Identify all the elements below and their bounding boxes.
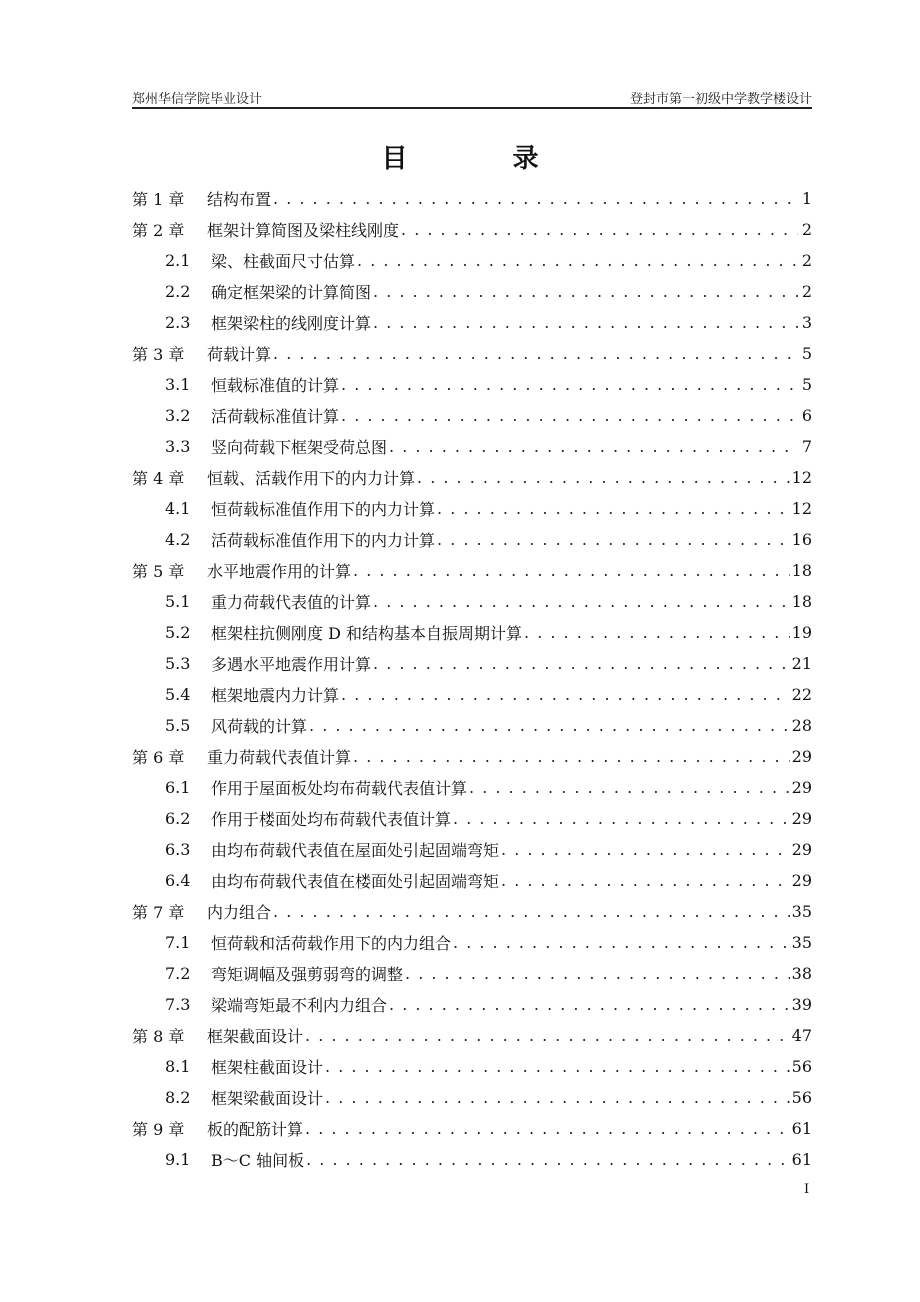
toc-entry-title: 框架计算简图及梁柱线刚度 — [207, 221, 400, 240]
page-number: I — [804, 1182, 810, 1197]
toc-dot-leader — [341, 406, 798, 425]
toc-entry-page: 29 — [791, 840, 812, 859]
toc-dot-leader — [389, 437, 798, 456]
toc-entry-title: 恒荷载和活荷载作用下的内力组合 — [211, 934, 452, 953]
toc-entry-number: 5.4 — [165, 685, 191, 704]
header-left-text: 郑州华信学院毕业设计 — [132, 92, 263, 107]
toc-entry-page: 12 — [791, 499, 812, 518]
toc-dot-leader — [373, 313, 798, 332]
toc-entry[interactable] — [132, 307, 812, 338]
toc-entry-number: 第 8 章 — [132, 1027, 185, 1046]
toc-dot-leader — [341, 375, 798, 394]
toc-entry-number: 第 9 章 — [132, 1120, 185, 1139]
toc-entry-page: 29 — [791, 778, 812, 797]
toc-entry[interactable] — [132, 772, 812, 803]
toc-entry[interactable] — [132, 524, 812, 555]
toc-entry-title: 作用于屋面板处均布荷载代表值计算 — [211, 779, 468, 798]
toc-entry-number: 第 5 章 — [132, 562, 185, 581]
toc-entry-number: 7.3 — [165, 995, 191, 1014]
toc-entry-title: 框架柱抗侧刚度 D 和结构基本自振周期计算 — [211, 624, 523, 643]
toc-dot-leader — [305, 1026, 790, 1045]
toc-dot-leader — [417, 468, 790, 487]
toc-dot-leader — [273, 902, 790, 921]
toc-entry-page: 12 — [791, 468, 812, 487]
toc-entry-title: 恒载标准值的计算 — [211, 376, 340, 395]
toc-entry-number: 8.1 — [165, 1057, 191, 1076]
toc-entry-page: 3 — [801, 313, 812, 332]
toc-entry-page: 35 — [791, 933, 812, 952]
toc-entry[interactable] — [132, 989, 812, 1020]
toc-entry-title: 作用于楼面处均布荷载代表值计算 — [211, 810, 452, 829]
toc-entry[interactable] — [132, 1144, 812, 1175]
toc-dot-leader — [273, 189, 798, 208]
toc-dot-leader — [357, 251, 798, 270]
toc-entry-page: 5 — [801, 375, 812, 394]
toc-entry-number: 6.3 — [165, 840, 191, 859]
page-header — [132, 88, 812, 108]
header-right-text: 登封市第一初级中学教学楼设计 — [629, 92, 812, 107]
toc-entry[interactable] — [132, 431, 812, 462]
toc-entry-number: 5.1 — [165, 592, 191, 611]
toc-entry-title: 重力荷载代表值的计算 — [211, 593, 372, 612]
toc-entry-number: 7.2 — [165, 964, 191, 983]
toc-entry-page: 7 — [801, 437, 812, 456]
toc-entry-page: 29 — [791, 871, 812, 890]
toc-entry-number: 3.1 — [165, 375, 191, 394]
toc-entry[interactable] — [132, 1113, 812, 1144]
toc-entry[interactable] — [132, 1020, 812, 1051]
toc-dot-leader — [501, 840, 790, 859]
toc-entry-page: 18 — [791, 592, 812, 611]
toc-dot-leader — [524, 623, 790, 642]
toc-entry-page: 22 — [791, 685, 812, 704]
toc-entry-number: 第 7 章 — [132, 903, 185, 922]
toc-entry-page: 61 — [791, 1119, 812, 1138]
toc-dot-leader — [453, 933, 790, 952]
toc-entry-title: 多遇水平地震作用计算 — [211, 655, 372, 674]
toc-entry[interactable] — [132, 617, 812, 648]
toc-dot-leader — [353, 561, 790, 580]
toc-entry[interactable] — [132, 369, 812, 400]
toc-entry[interactable] — [132, 896, 812, 927]
toc-entry-title: 弯矩调幅及强剪弱弯的调整 — [211, 965, 404, 984]
toc-entry[interactable] — [132, 493, 812, 524]
toc-entry-page: 35 — [791, 902, 812, 921]
toc-entry-title: 确定框架梁的计算简图 — [211, 283, 372, 302]
toc-entry-page: 2 — [801, 220, 812, 239]
toc-entry-number: 2.2 — [165, 282, 191, 301]
toc-entry-number: 4.1 — [165, 499, 191, 518]
toc-entry[interactable] — [132, 214, 812, 245]
toc-entry[interactable] — [132, 927, 812, 958]
toc-entry[interactable] — [132, 741, 812, 772]
table-of-contents — [132, 183, 812, 1175]
toc-entry-page: 21 — [791, 654, 812, 673]
toc-entry-number: 9.1 — [165, 1150, 191, 1169]
toc-dot-leader — [309, 716, 790, 735]
toc-entry-number: 6.2 — [165, 809, 191, 828]
toc-entry-title: 板的配筋计算 — [207, 1120, 304, 1139]
toc-dot-leader — [305, 1119, 790, 1138]
toc-entry-number: 6.1 — [165, 778, 191, 797]
toc-entry-title: 水平地震作用的计算 — [207, 562, 352, 581]
toc-entry-number: 第 2 章 — [132, 221, 185, 240]
toc-dot-leader — [469, 778, 790, 797]
toc-entry[interactable] — [132, 245, 812, 276]
toc-entry-page: 19 — [791, 623, 812, 642]
toc-entry-title: 荷载计算 — [207, 345, 272, 364]
toc-entry-number: 第 1 章 — [132, 190, 185, 209]
toc-dot-leader — [306, 1150, 790, 1169]
toc-entry-page: 56 — [791, 1088, 812, 1107]
toc-entry[interactable] — [132, 183, 812, 214]
toc-entry[interactable] — [132, 400, 812, 431]
toc-entry-title: 由均布荷载代表值在楼面处引起固端弯矩 — [211, 872, 500, 891]
toc-entry-title: 内力组合 — [207, 903, 272, 922]
toc-entry-number: 7.1 — [165, 933, 191, 952]
toc-entry-number: 5.3 — [165, 654, 191, 673]
toc-entry-number: 2.3 — [165, 313, 191, 332]
toc-entry-page: 2 — [801, 251, 812, 270]
toc-dot-leader — [389, 995, 790, 1014]
toc-entry[interactable] — [132, 1082, 812, 1113]
toc-entry-number: 5.5 — [165, 716, 191, 735]
toc-dot-leader — [437, 530, 790, 549]
toc-entry-title: 竖向荷载下框架受荷总图 — [211, 438, 388, 457]
toc-entry[interactable] — [132, 462, 812, 493]
toc-entry-page: 16 — [791, 530, 812, 549]
toc-entry-page: 2 — [801, 282, 812, 301]
toc-entry-number: 8.2 — [165, 1088, 191, 1107]
toc-dot-leader — [453, 809, 790, 828]
toc-dot-leader — [437, 499, 790, 518]
toc-entry-page: 29 — [791, 809, 812, 828]
toc-dot-leader — [325, 1088, 790, 1107]
toc-entry[interactable] — [132, 834, 812, 865]
toc-entry-title: 结构布置 — [207, 190, 272, 209]
toc-entry[interactable] — [132, 679, 812, 710]
toc-entry-title: B～C 轴间板 — [211, 1151, 305, 1170]
toc-entry-title: 框架柱截面设计 — [211, 1058, 324, 1077]
toc-dot-leader — [373, 282, 798, 301]
toc-dot-leader — [405, 964, 790, 983]
toc-dot-leader — [373, 654, 790, 673]
toc-entry-number: 3.2 — [165, 406, 191, 425]
toc-entry-title: 恒载、活载作用下的内力计算 — [207, 469, 416, 488]
toc-dot-leader — [325, 1057, 790, 1076]
toc-entry-page: 47 — [791, 1026, 812, 1045]
toc-entry-title: 框架梁截面设计 — [211, 1089, 324, 1108]
toc-entry-page: 28 — [791, 716, 812, 735]
toc-entry-title: 活荷载标准值作用下的内力计算 — [211, 531, 436, 550]
toc-entry-number: 4.2 — [165, 530, 191, 549]
toc-entry-page: 18 — [791, 561, 812, 580]
toc-entry-page: 56 — [791, 1057, 812, 1076]
toc-entry[interactable] — [132, 338, 812, 369]
toc-entry-title: 由均布荷载代表值在屋面处引起固端弯矩 — [211, 841, 500, 860]
toc-entry-number: 6.4 — [165, 871, 191, 890]
toc-entry[interactable] — [132, 958, 812, 989]
toc-entry-number: 2.1 — [165, 251, 191, 270]
toc-entry-page: 38 — [791, 964, 812, 983]
toc-entry-number: 3.3 — [165, 437, 191, 456]
toc-dot-leader — [273, 344, 798, 363]
toc-entry-number: 第 6 章 — [132, 748, 185, 767]
toc-entry[interactable] — [132, 1051, 812, 1082]
toc-entry-title: 框架地震内力计算 — [211, 686, 340, 705]
toc-entry-page: 6 — [801, 406, 812, 425]
toc-entry-number: 第 4 章 — [132, 469, 185, 488]
toc-entry-page: 39 — [791, 995, 812, 1014]
toc-dot-leader — [353, 747, 790, 766]
toc-entry-title: 重力荷载代表值计算 — [207, 748, 352, 767]
toc-entry-number: 5.2 — [165, 623, 191, 642]
toc-entry-page: 61 — [791, 1150, 812, 1169]
toc-entry-number: 第 3 章 — [132, 345, 185, 364]
toc-entry-title: 框架截面设计 — [207, 1027, 304, 1046]
toc-entry[interactable] — [132, 586, 812, 617]
toc-entry-page: 5 — [801, 344, 812, 363]
toc-entry[interactable] — [132, 648, 812, 679]
toc-entry-title: 风荷载的计算 — [211, 717, 308, 736]
toc-dot-leader — [373, 592, 790, 611]
toc-entry[interactable] — [132, 803, 812, 834]
toc-entry-title: 框架梁柱的线刚度计算 — [211, 314, 372, 333]
toc-entry-page: 1 — [801, 189, 812, 208]
header-rule — [132, 107, 812, 109]
page-title: 目 录 — [381, 144, 587, 174]
toc-dot-leader — [501, 871, 790, 890]
toc-entry-title: 活荷载标准值计算 — [211, 407, 340, 426]
toc-entry[interactable] — [132, 865, 812, 896]
toc-entry[interactable] — [132, 710, 812, 741]
toc-entry[interactable] — [132, 276, 812, 307]
toc-dot-leader — [341, 685, 790, 704]
toc-entry[interactable] — [132, 555, 812, 586]
toc-entry-page: 29 — [791, 747, 812, 766]
toc-entry-title: 梁、柱截面尺寸估算 — [211, 252, 356, 271]
toc-entry-title: 恒荷载标准值作用下的内力计算 — [211, 500, 436, 519]
toc-dot-leader — [401, 220, 798, 239]
toc-entry-title: 梁端弯矩最不利内力组合 — [211, 996, 388, 1015]
